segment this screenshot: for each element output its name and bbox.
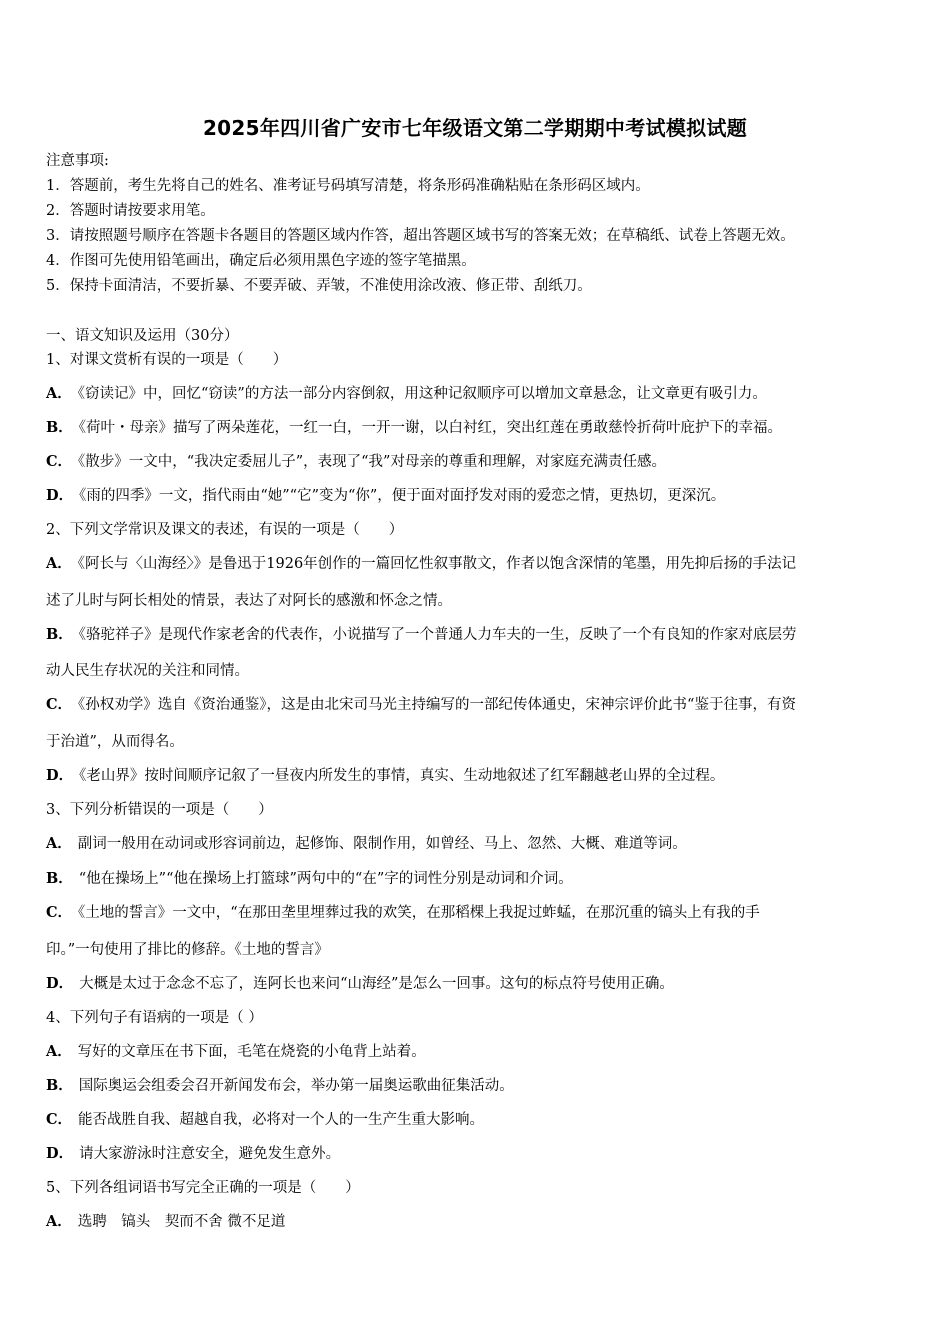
option-label: A． xyxy=(46,555,72,572)
option-c xyxy=(46,452,666,472)
option-continuation: 印。”一句使用了排比的修辞。《土地的誓言》 xyxy=(46,942,329,958)
notice-item: 4．作图可先使用铅笔画出，确定后必须用黑色字迹的签字笔描黑。 xyxy=(46,253,476,269)
option-d xyxy=(46,1144,340,1164)
option-a xyxy=(46,1212,285,1232)
option-b xyxy=(46,418,782,438)
option-text: 《老山界》按时间顺序记叙了一昼夜内所发生的事情，真实、生动地叙述了红军翻越老山界的全过程。 xyxy=(79,768,725,784)
option-text: 写好的文章压在书下面，毛笔在烧瓷的小龟背上站着。 xyxy=(77,1044,426,1060)
question-stem: 1、对课文赏析有误的一项是（ ） xyxy=(46,352,288,368)
page-title: 2025年四川省广安市七年级语文第二学期期中考试模拟试题 xyxy=(202,116,748,140)
option-c xyxy=(46,903,760,923)
option-a xyxy=(46,554,796,574)
option-text: 《荷叶・母亲》描写了两朵莲花，一红一白，一开一谢，以白衬红，突出红莲在勇敢慈怜折荷叶庇护下的幸福。 xyxy=(78,420,783,436)
option-a xyxy=(46,834,687,854)
option-text: 国际奥运会组委会召开新闻发布会，举办第一届奥运歌曲征集活动。 xyxy=(78,1078,514,1094)
notice-item: 2．答题时请按要求用笔。 xyxy=(46,203,215,219)
option-label: B． xyxy=(46,626,73,643)
option-label: C． xyxy=(46,453,73,470)
question-stem: 5、下列各组词语书写完全正确的一项是（ ） xyxy=(46,1180,360,1196)
option-label: D． xyxy=(46,487,74,504)
option-continuation: 于治道”，从而得名。 xyxy=(46,734,184,750)
option-text: 选聘 镐头 契而不舍 微不足道 xyxy=(77,1214,286,1230)
option-a xyxy=(46,1042,426,1062)
option-text: 大概是太过于念念不忘了，连阿长也来问“山海经”是怎么一回事。这句的标点符号使用正确。 xyxy=(79,976,674,992)
notice-item: 5．保持卡面清洁，不要折暴、不要弄破、弄皱，不准使用涂改液、修正带、刮纸刀。 xyxy=(46,278,592,294)
option-text: “他在操场上”“他在操场上打篮球”两句中的“在”字的词性分别是动词和介词。 xyxy=(78,871,573,887)
option-d xyxy=(46,486,725,506)
option-label: B． xyxy=(46,1077,73,1094)
option-a xyxy=(46,384,767,404)
section-heading: 一、语文知识及运用（30分） xyxy=(46,328,239,344)
option-text: 《骆驼祥子》是现代作家老舍的代表作，小说描写了一个普通人力车夫的一生，反映了一个有良知的作家对底层劳 xyxy=(78,627,797,643)
option-label: D． xyxy=(46,1145,74,1162)
option-label: A． xyxy=(46,1213,72,1230)
option-text: 《雨的四季》一文，指代雨由“她”“它”变为“你”，便于面对面抒发对雨的爱恋之情，更热切，更深沉。 xyxy=(79,488,726,504)
option-d xyxy=(46,766,724,786)
option-text: 能否战胜自我、超越自我，必将对一个人的一生产生重大影响。 xyxy=(78,1112,485,1128)
question-stem: 4、下列句子有语病的一项是（ ） xyxy=(46,1010,263,1026)
option-d xyxy=(46,974,674,994)
option-c xyxy=(46,1110,484,1130)
option-label: C． xyxy=(46,1111,73,1128)
option-label: A． xyxy=(46,385,72,402)
option-text: 《散步》一文中，“我决定委屈儿子”，表现了“我”对母亲的尊重和理解，对家庭充满责任感。 xyxy=(78,454,666,470)
question-stem: 3、下列分析错误的一项是（ ） xyxy=(46,802,273,818)
option-label: C． xyxy=(46,696,73,713)
option-text: 《土地的誓言》一文中，“在那田垄里埋葬过我的欢笑，在那稻棵上我捉过蚱蜢，在那沉重的镐头上有我的手 xyxy=(78,905,760,921)
option-b xyxy=(46,625,797,645)
notice-heading: 注意事项: xyxy=(46,153,109,169)
option-label: A． xyxy=(46,835,72,852)
option-continuation: 述了儿时与阿长相处的情景，表达了对阿长的感激和怀念之情。 xyxy=(46,593,452,609)
option-text: 《孙权劝学》选自《资治通鉴》，这是由北宋司马光主持编写的一部纪传体通史，宋神宗评价此书“鉴于往事，有资 xyxy=(78,697,796,713)
option-c xyxy=(46,695,796,715)
option-b xyxy=(46,869,573,889)
option-label: C． xyxy=(46,904,73,921)
option-text: 《窃读记》中，回忆“窃读”的方法一部分内容倒叙，用这种记叙顺序可以增加文章悬念，让文章更有吸引力。 xyxy=(77,386,767,402)
option-label: A． xyxy=(46,1043,72,1060)
option-label: D． xyxy=(46,767,74,784)
option-text: 《阿长与〈山海经〉》是鲁迅于1926年创作的一篇回忆性叙事散文，作者以饱含深情的笔墨，用先抑后扬的手法记 xyxy=(77,556,797,572)
notice-item: 3．请按照题号顺序在答题卡各题目的答题区域内作答，超出答题区域书写的答案无效；在草稿纸、试卷上答题无效。 xyxy=(46,228,795,244)
option-label: D． xyxy=(46,975,74,992)
question-stem: 2、下列文学常识及课文的表述，有误的一项是（ ） xyxy=(46,522,404,538)
option-label: B． xyxy=(46,870,73,887)
option-label: B． xyxy=(46,419,73,436)
option-continuation: 动人民生存状况的关注和同情。 xyxy=(46,663,249,679)
notice-item: 1．答题前，考生先将自己的姓名、准考证号码填写清楚，将条形码准确粘贴在条形码区域内。 xyxy=(46,178,650,194)
option-text: 请大家游泳时注意安全，避免发生意外。 xyxy=(79,1146,341,1162)
option-b xyxy=(46,1076,514,1096)
option-text: 副词一般用在动词或形容词前边，起修饰、限制作用，如曾经、马上、忽然、大概、难道等词。 xyxy=(77,836,687,852)
